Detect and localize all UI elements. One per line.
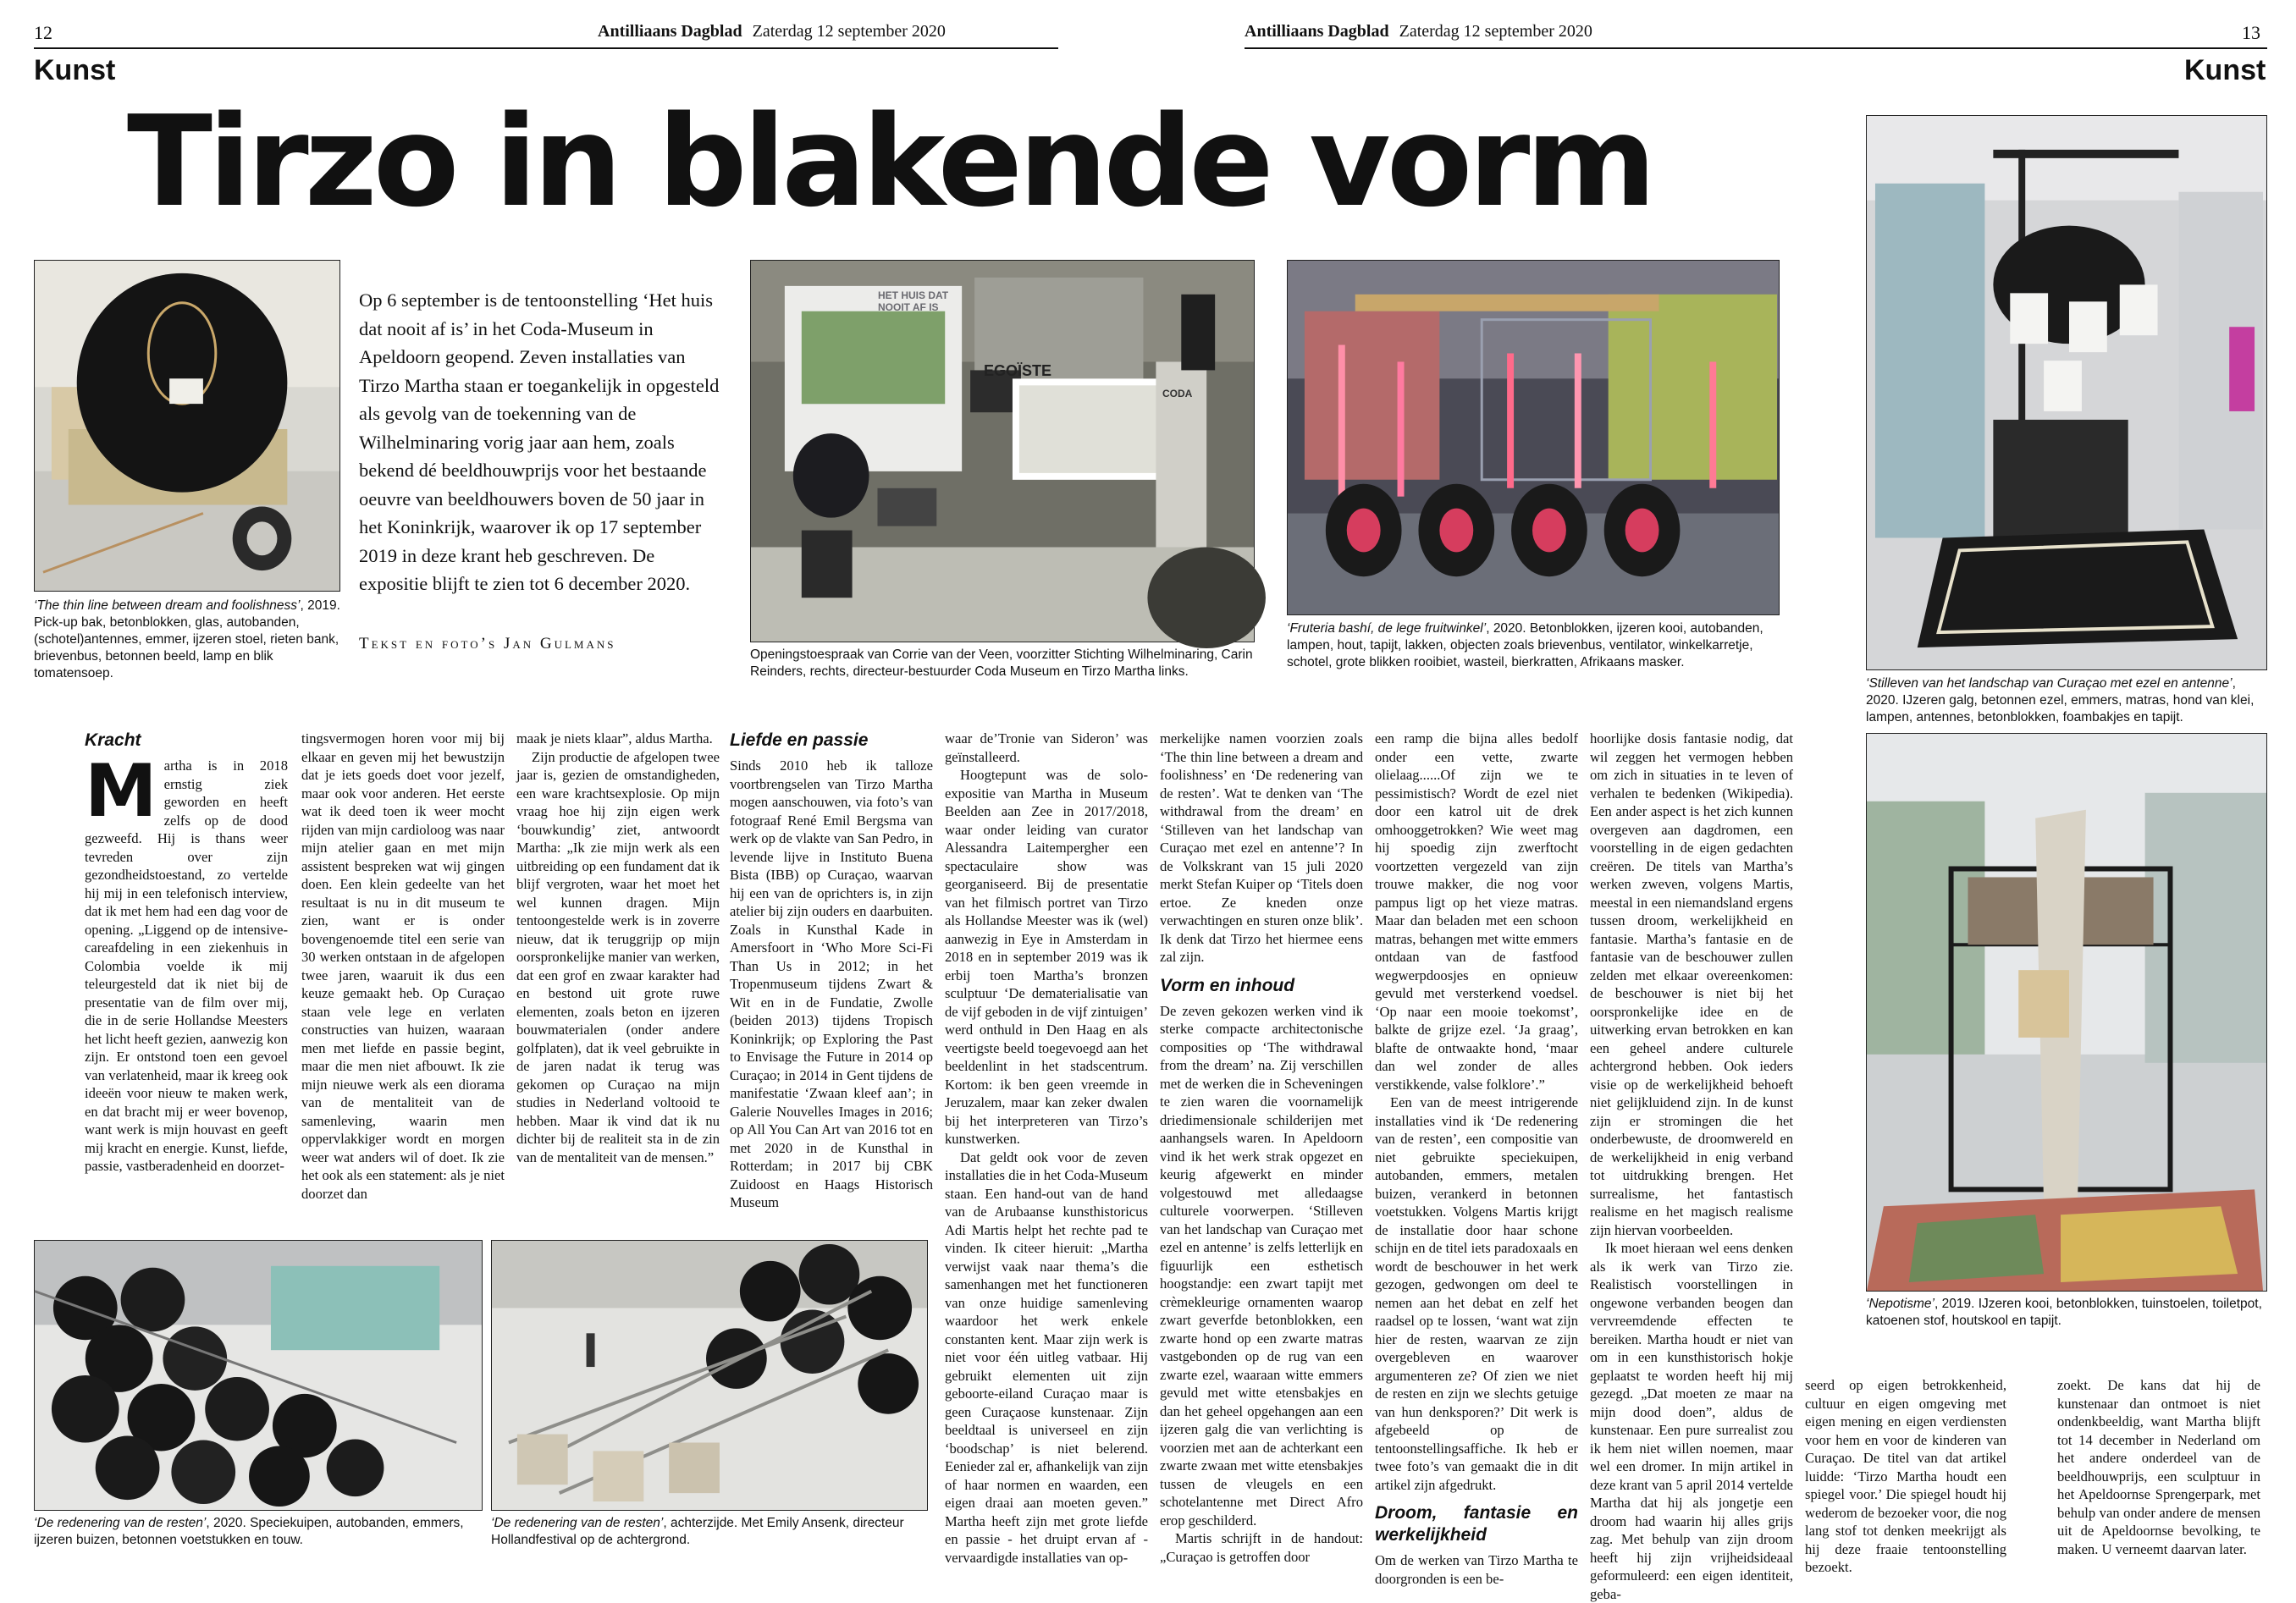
article-column-9-shown	[1805, 1376, 2006, 1577]
wall-text: EGOÏSTE	[984, 362, 1052, 379]
caption-thin-line	[34, 598, 340, 682]
paragraph-text: artha is in 2018 ernstig ziek geworden en heeft zelfs op de dood gezweefd. Hij is thans weer tevreden over zijn gezondheidstoestand, zo vertelde hij mij in een telefonisch interview, dat ik met hem had een dag voor de opening. „Liggend op de intensive-careafdeling in een ziekenhuis in Colombia voelde ik mij teleurgesteld dat ik niet bij de presentatie van de film over mij, die in de serie Hollandse Meesters het licht heeft gezien, aanwezig kon zijn. Er ontstond toen een gevoel van verlatenheid, maar ik kreeg ook ideeën voor nieuw te maken werk, en dat bracht mij er weer bovenop, want werk is mijn houvast en geeft mij kracht en energie. Kunst, liefde, passie, vastberadenheid en doorzet-	[85, 757, 288, 1174]
subheading-vorm: Vorm en inhoud	[1160, 975, 1295, 995]
paragraph: een ramp die bijna alles bedolf onder een vette, zwarte olielaag......Of zijn we te pessimistisch? Wordt de ezel niet door een katrol uit de drek omhooggetrokken? Wie weet mag hij spoedig zijn zwerftocht voortzetten vergezeld van zijn trouwe makker, die nog voor pampus ligt op het vieze matras. Maar dan beladen met een schoon matras, behangen met witte emmers ontdaan van de fastfood wegwerpdoosjes en opnieuw gevuld met versterkend voedsel. ‘Op naar een mooie toekomst’, balkte de grijze ezel. ‘Ja graag’, blafte de ontwaakte hond, ‘maar dan wel zonder de alles verstikkende, valse folklore’.”	[1375, 730, 1578, 1093]
slide-line-2: NOOIT AF IS	[878, 301, 939, 313]
paragraph: merkelijke namen voorzien zoals ‘The thin line between a dream and foolishness’ en ‘De redenering van de resten’. Wat te denken van ‘The withdrawal from the dream’ en ‘Stilleven van het landschap van Curaçao met ezel en antenne’? In de Volkskrant van 15 juli 2020 merkt Stefan Kuiper op ‘Titels doen ertoe. Ze kneden onze verwachtingen en sturen onze blik’. Ik denk dat Tirzo het hiermee eens zal zijn.	[1160, 730, 1363, 965]
caption-text: , 2019. IJzeren kooi, betonblokken, tuinstoelen, toiletpot, katoenen stof, houtskool en tapijt.	[1866, 1297, 2262, 1328]
drop-cap: M	[85, 749, 157, 834]
caption-text: , 2020. Betonblokken, ijzeren kooi, autobanden, lampen, hout, tapijt, lakken, objecten zoals brievenbus, ventilator, winkelkarretje, schotel, grote blikken rooibiet, wasteil, bierkratten, Afrikaans masker.	[1287, 621, 1763, 669]
photo-opening-speech	[750, 260, 1255, 642]
photo-fruteria	[1287, 260, 1780, 615]
header-rule-right	[1245, 47, 2267, 49]
slide-line-1: HET HUIS DAT	[878, 289, 949, 301]
article-column-8	[1590, 730, 1793, 1603]
caption-redenering-back	[491, 1515, 928, 1549]
caption-stilleven	[1866, 675, 2267, 726]
caption-opening-speech: Openingstoespraak van Corrie van der Veen, voorzitter Stichting Wilhelminaring, Carin Reinders, rechts, directeur-bestuurder Coda Museum en Tirzo Martha links.	[750, 647, 1253, 679]
paragraph: De zeven gekozen werken vind ik sterke compacte architectonische composities op ‘The withdrawal from the dream’ na. Zij verschillen met de werken die in Scheveningen te zien waren die voornamelijk driedimensionale schilderijen met aanhangsels waren. In Apeldoorn vind ik het werk strak opgezet en keurig afgewerkt en minder volgestouwd met alledaagse culturele voorwerpen. ‘Stilleven van het landschap van Curaçao met ezel en antenne’ is zelfs letterlijk en figuurlijk een esthetisch hoogstandje: een zwart tapijt met crèmekleurige ornamenten waarop zwart geverfde betonblokken, een zwarte hond op een zwarte matras vastgebonden op de rug van een zwarte ezel, waaraan witte emmers gevuld met witte etensbakjes en dan het geheel opgehangen aan een ijzeren galg die van verlichting is voorzien met aan de achterkant een zwarte zwaan met witte etensbakjes tussen de vleugels en een schotelantenne met Direct Afro erop geschilderd.	[1160, 1002, 1363, 1529]
slide-title	[878, 289, 971, 313]
photo-thin-line	[34, 260, 340, 592]
caption-title: ‘De redenering van de resten’	[34, 1516, 207, 1530]
byline: Tekst en foto’s Jan Gulmans	[359, 635, 616, 653]
caption-text: , 2020. IJzeren galg, betonnen ezel, emmers, matras, hond van klei, lampen, antennes, betonblokken, foambakjes en tapijt.	[1866, 676, 2255, 724]
article-column-6	[1160, 730, 1363, 1566]
masthead-left	[598, 22, 946, 41]
paragraph: zoekt. De kans dat hij de kunstenaar dan ontmoet is niet ondenkbeeldig, want Martha blijft tot 14 december in Nederland om het andere onderdeel van de beeldhouwprijs, een sculptuur in het Apeldoornse Sprengerpark, met behulp van onder andere de mensen uit de Apeldoornse bevolking, te maken. U verneemt daarvan later.	[2057, 1377, 2260, 1557]
page-number-left: 12	[34, 22, 52, 43]
section-label-right: Kunst	[2184, 54, 2266, 86]
photo-stilleven	[1866, 115, 2267, 670]
issue-date: Zaterdag 12 september 2020	[752, 22, 946, 41]
paragraph: Dat geldt ook voor de zeven installaties die in het Coda-Museum staan. Een hand-out van de hand van de Arubaanse kunsthistoricus Adi Martis helpt het rechte pad te vinden. Ik citeer hieruit: „Martha verwijst vaak naar thema’s die samenhangen met het functioneren van onze huidige samenleving waardoor het werk enkele constanten kent. Maar zijn werk is niet voor één uitleg vatbaar. Hij gebruikt elementen uit zijn geboorte-eiland Curaçao maar is geen Curaçaose kunstenaar. Zijn beeldtaal is universeel en zijn ‘boodschap’ is niet belerend. Eenieder zal er, afhankelijk van zijn of haar normen en waarden, een eigen draai aan moeten geven.” Martha heeft zijn met grote liefde en passie - het druipt ervan af - vervaardigde installaties van op-	[945, 1149, 1148, 1566]
paragraph: tingsvermogen horen voor mij bij elkaar en geven mij het bewustzijn dat je iets goeds doet voor jezelf, maar ook voor anderen. Het eerste wat ik deed toen ik weer mocht rijden van mijn cardioloog was naar mijn atelier gaan en met mijn assistent bespreken wat wij gingen doen. Een klein gedeelte van het resultaat is nu in dit museum te zien, want er is onder bovengenoemde titel een serie van 30 werken ontstaan in de afgelopen twee jaren, waaruit ik dus een keuze gemaakt heb. Op Curaçao staan vele lege en verlaten constructies van huizen, waaraan men met liefde en passie begint, maar die men niet afbouwt. Ik zie mijn nieuwe werk als een diorama van de mentaliteit van de samenleving, waarin men oppervlakkiger wordt en morgen weer wat anders wil of doet. Ik zie het ook als een statement: als je niet doorzet dan	[301, 730, 505, 1202]
section-label-left: Kunst	[34, 54, 116, 86]
photo-redenering-front	[34, 1240, 483, 1511]
caption-title: ‘Stilleven van het landschap van Curaçao met ezel en antenne’	[1866, 676, 2233, 691]
paragraph: Zijn productie de afgelopen twee jaar is, gezien de omstandigheden, een ware krachtsexplosie. Op mijn vraag hoe hij zijn eigen werk ‘bouwkundig’ ziet, antwoordt Martha: „Ik zie mijn werk als een uitbreiding op een fundament dat ik blijf vergroten, waar het moet het wel kunnen dragen. Mijn tentoongestelde werk is in zoverre nieuw, dat ik teruggrijp op mijn oorspronkelijke manier van werken, dat een grof en zwaar karakter had en bestond uit grote ruwe elementen, zoals beton en ijzeren bouwmaterialen (onder andere golfplaten), dat ik veel gebruikte in de jaren nadat ik terug was gekomen op Curaçao na mijn studies in Nederland voltooid te hebben. Maar ik vind dat ik nu dichter bij de realiteit sta in de zin van de mentaliteit van de mensen.”	[516, 748, 720, 1165]
paragraph: Martis schrijft in de handout: „Curaçao is getroffen door	[1160, 1530, 1363, 1565]
article-column-5	[945, 730, 1148, 1567]
caption-title: ‘De redenering van de resten’	[491, 1516, 664, 1530]
caption-title: ‘Fruteria bashí, de lege fruitwinkel’	[1287, 621, 1487, 636]
article-column-2	[301, 730, 505, 1203]
header-rule-left	[34, 47, 1058, 49]
article-column-3	[516, 730, 720, 1166]
paragraph: waar de’Tronie van Sideron’ was geïnstalleerd.	[945, 730, 1148, 765]
intro-paragraph: Op 6 september is de tentoonstelling ‘Het huis dat nooit af is’ in het Coda-Museum in Apeldoorn geopend. Zeven installaties van Tirzo Martha staan er toegankelijk in opgesteld als gevolg van de toekenning van de Wilhelminaring vorig jaar aan hem, zoals bekend dé beeldhouwprijs voor het bestaande oeuvre van beeldhouwers boven de 50 jaar in het Koninkrijk, waarover ik op 17 september 2019 in deze krant heb geschreven. De expositie blijft te zien tot 6 december 2020.	[359, 289, 720, 594]
subheading-droom: Droom, fantasie en werkelijkheid	[1375, 1503, 1578, 1545]
subheading-liefde: Liefde en passie	[730, 730, 869, 750]
caption-text: , 2020. Speciekuipen, autobanden, emmers, ijzeren buizen, betonnen voetstukken en touw.	[34, 1516, 464, 1547]
caption-nepotisme	[1866, 1296, 2267, 1330]
paragraph: Sinds 2010 heb ik talloze voortbrengselen van Tirzo Martha mogen aanschouwen, via foto’s van fotograaf René Emil Bergsma van werk op de vlakte van San Pedro, in levende lijve in Instituto Buena Bista (IBB) op Curaçao, waarvan hij een van de oprichters is, in zijn atelier bij zijn ouders en daarbuiten. Zoals in Kunsthal Kade in Amersfoort in ‘Who More Sci-Fi Than Us in 2012; in het Tropenmuseum tijdens Zwart & Wit en in de Fundatie, Zwolle (beiden 2013) tijdens Tropisch Koninkrijk; op Exploring the Past to Envisage the Future in 2014 op Curaçao; in 2014 in Gent tijdens de manifestatie ‘Zwaan kleef aan’; in Galerie Nouvelles Images in 2016; op All You Can Art van 2016 tot en met 2020 in de Kunsthal in Rotterdam; in 2017 bij CBK Zuidoost en Haags Historisch Museum	[730, 757, 933, 1210]
paper-name: Antilliaans Dagblad	[1245, 22, 1389, 41]
article-column-10	[2057, 1376, 2260, 1558]
masthead-right	[1245, 22, 1592, 41]
paragraph: hoorlijke dosis fantasie nodig, dat wil zeggen het vermogen hebben om zich in situaties in te leven of verhalen te bedenken (Wikipedia). Een ander aspect is het zich kunnen overgeven aan dagdromen, een voorstelling in de eigen gedachten creëren. De titels van Martha’s werken zweven, volgens Martis, meestal in een niemandsland ergens tussen droom, werkelijkheid en fantasie. Martha’s fantasie en de fantasie van de beschouwer zullen zelden met elkaar overeenkomen: de beschouwer is niet bij het oorspronkelijke idee en de uitwerking ervan betrokken en kan een geheel andere culturele achtergrond hebben. Ook ieders visie op de werkelijkheid behoeft niet gelijkluidend zijn. In de kunst zijn er stromingen die het onderbewuste, de droomwereld en de werkelijkheid in enig verband tot uitdrukking brengen. Het surrealisme, het fantastisch realisme en het magisch realisme zijn hiervan voorbeelden.	[1590, 730, 1793, 1238]
photo-redenering-back	[491, 1240, 928, 1511]
photo-nepotisme	[1866, 733, 2267, 1292]
caption-text: , 2019. Pick-up bak, betonblokken, glas, autobanden, (schotel)antennes, emmer, ijzeren stoel, rieten bank, brievenbus, betonnen beeld, lamp en blik tomatensoep.	[34, 598, 340, 680]
caption-title: ‘Nepotisme’	[1866, 1297, 1934, 1311]
article-column-1	[85, 730, 288, 1176]
paragraph	[85, 749, 288, 1176]
paragraph: Een van de meest intrigerende installaties vind ik ‘De redenering van de resten’, een compositie van niet gebruikte speciekuipen, autobanden, emmers, metalen buizen, verankerd in betonnen voetstukken. Volgens Martis krijgt de installatie door haar schone schijn en de titel iets paradoxaals en wordt de beschouwer in het werk gezogen, gedwongen om deel te nemen aan het debat en zelf het raadsel op te lossen, ‘want wat zijn hier de resten, waarvan ze zijn overgebleven en waarover argumenteren ze? Of zien we niet de resten en zijn we slechts getuige van hun denksporen?’ Dit werk is afgebeeld op de tentoonstellingsaffiche. Ik heb er twee foto’s van gemaakt die in dit artikel zijn afgedrukt.	[1375, 1094, 1578, 1493]
paragraph: Om de werken van Tirzo Martha te doorgronden is een be-	[1375, 1552, 1578, 1587]
subheading-kracht: Kracht	[85, 730, 141, 750]
caption-text: , achterzijde. Met Emily Ansenk, directeur Hollandfestival op de achtergrond.	[491, 1516, 904, 1547]
lectern-logo: CODA	[1162, 388, 1193, 399]
caption-title: ‘The thin line between dream and foolishness’	[34, 598, 301, 613]
paragraph: seerd op eigen betrokkenheid, cultuur en eigen omgeving met eigen mening en eigen verdiensten voor hem en voor de kinderen van Curaçao. De titel van dat artikel luidde: ‘Tirzo Martha houdt een spiegel voor.’ Die spiegel houdt hij wederom de bezoeker voor, die nog lang stof tot denken meekrijgt als hij deze fraaie tentoonstelling bezoekt.	[1805, 1377, 2006, 1575]
issue-date: Zaterdag 12 september 2020	[1399, 22, 1592, 41]
headline: Tirzo in blakende vorm	[127, 89, 1653, 234]
paragraph: Ik moet hieraan wel eens denken als ik werk van Tirzo zie. Realistisch voorstellingen in ongewone verbanden beogen dan vervreemdende effecten te bereiken. Martha houdt er niet van om in een kunsthistorisch hokje geplaatst te worden heeft hij mij gezegd. „Dat moeten ze maar na mijn dood doen”, aldus de kunstenaar. Een pure surrealist zou ik hem niet willen noemen, maar wel een dromer. In mijn artikel in deze krant van 5 april 2014 vertelde Martha dat hij als jongetje een droom had waarin hij alles grijs zag. Met behulp van zijn droom heeft hij zijn vrijheidsideaal geformuleerd: een eigen identiteit, geba-	[1590, 1240, 1793, 1602]
paragraph: maak je niets klaar”, aldus Martha.	[516, 730, 713, 746]
paper-name: Antilliaans Dagblad	[598, 22, 742, 41]
caption-fruteria	[1287, 620, 1780, 671]
article-column-7	[1375, 730, 1578, 1588]
page-number-right: 13	[2242, 22, 2260, 43]
article-column-4	[730, 730, 933, 1212]
caption-redenering-front	[34, 1515, 483, 1549]
paragraph: Hoogtepunt was de solo-expositie van Martha in Museum Beelden aan Zee in 2017/2018, waar onder leiding van curator Alessandra Laitempergher een spectaculaire show was georganiseerd. Bij de presentatie van het filmisch portret van Tirzo als Hollandse Meester was ik (wel) aanwezig in Eye in Amsterdam in 2018 en in september 2019 was ik erbij toen Martha’s bronzen sculptuur ‘De dematerialisatie van de vijf geboden in de vijf zintuigen’ werd onthuld in Den Haag en als veertigste beeld toegevoegd aan het beeldenlint in het stadscentrum. Kortom: ik ben geen vreemde in Jeruzalem, maar kan zeker dwalen bij het interpreteren van Tirzo’s kunstwerken.	[945, 767, 1148, 1147]
